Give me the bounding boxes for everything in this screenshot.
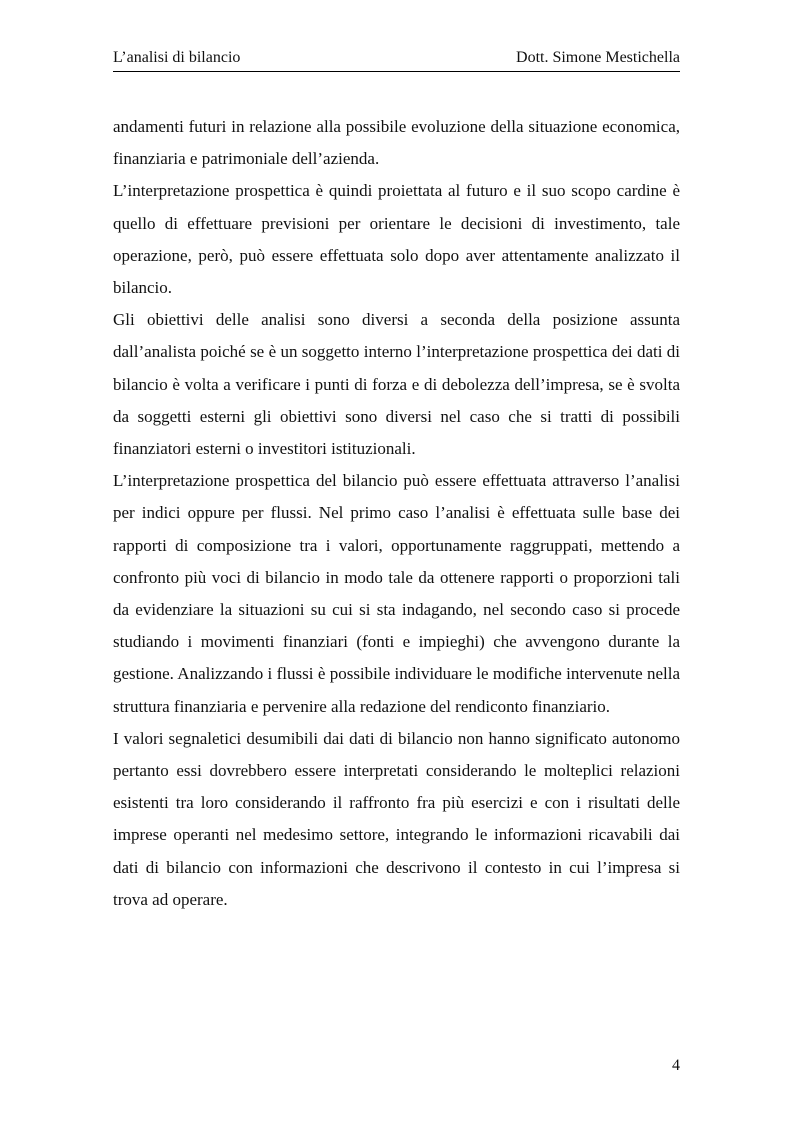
page-number: 4 (672, 1057, 680, 1074)
paragraph: I valori segnaletici desumibili dai dati di bilancio non hanno significato autonomo pertanto essi dovrebbero essere interpretati considerando le molteplici relazioni esistenti tra loro considerando il raffronto fra più esercizi e con i risultati delle imprese operanti nel medesimo settore, integrando le informazioni ricavabili dai dati di bilancio con informazioni che descrivono il contesto in cui l’impresa si trova ad operare. (113, 728, 680, 909)
header-divider (113, 71, 680, 72)
header-author: Dott. Simone Mestichella (516, 49, 680, 66)
paragraph: L’interpretazione prospettica del bilancio può essere effettuata attraverso l’analisi per indici oppure per flussi. Nel primo caso l’analisi è effettuata sulle base dei rapporti di composizione tra i valori, opportunamente raggruppati, mettendo a confronto più voci di bilancio in modo tale da ottenere rapporti o proporzioni tali da evidenziare la situazioni su cui si sta indagando, nel secondo caso si procede studiando i movimenti finanziari (fonti e impieghi) che avvengono durante la gestione. Analizzando i flussi è possibile individuare le modifiche intervenute nella struttura finanziaria e pervenire alla redazione del rendiconto finanziario. (113, 471, 680, 716)
header-title: L’analisi di bilancio (113, 49, 241, 66)
body-text (113, 111, 680, 916)
running-header (113, 46, 680, 70)
paragraph: L’interpretazione prospettica è quindi proiettata al futuro e il suo scopo cardine è quello di effettuare previsioni per orientare le decisioni di investimento, tale operazione, però, può essere effettuata solo dopo aver attentamente analizzato il bilancio. (113, 181, 680, 298)
paragraph: Gli obiettivi delle analisi sono diversi a seconda della posizione assunta dall’analista poiché se è un soggetto interno l’interpretazione prospettica dei dati di bilancio è volta a verificare i punti di forza e di debolezza dell’impresa, se è svolta da soggetti esterni gli obiettivi sono diversi nel caso che si tratti di possibili finanziatori esterni o investitori istituzionali. (113, 310, 680, 459)
paragraph: andamenti futuri in relazione alla possibile evoluzione della situazione economica, finanziaria e patrimoniale dell’azienda. (113, 117, 680, 169)
